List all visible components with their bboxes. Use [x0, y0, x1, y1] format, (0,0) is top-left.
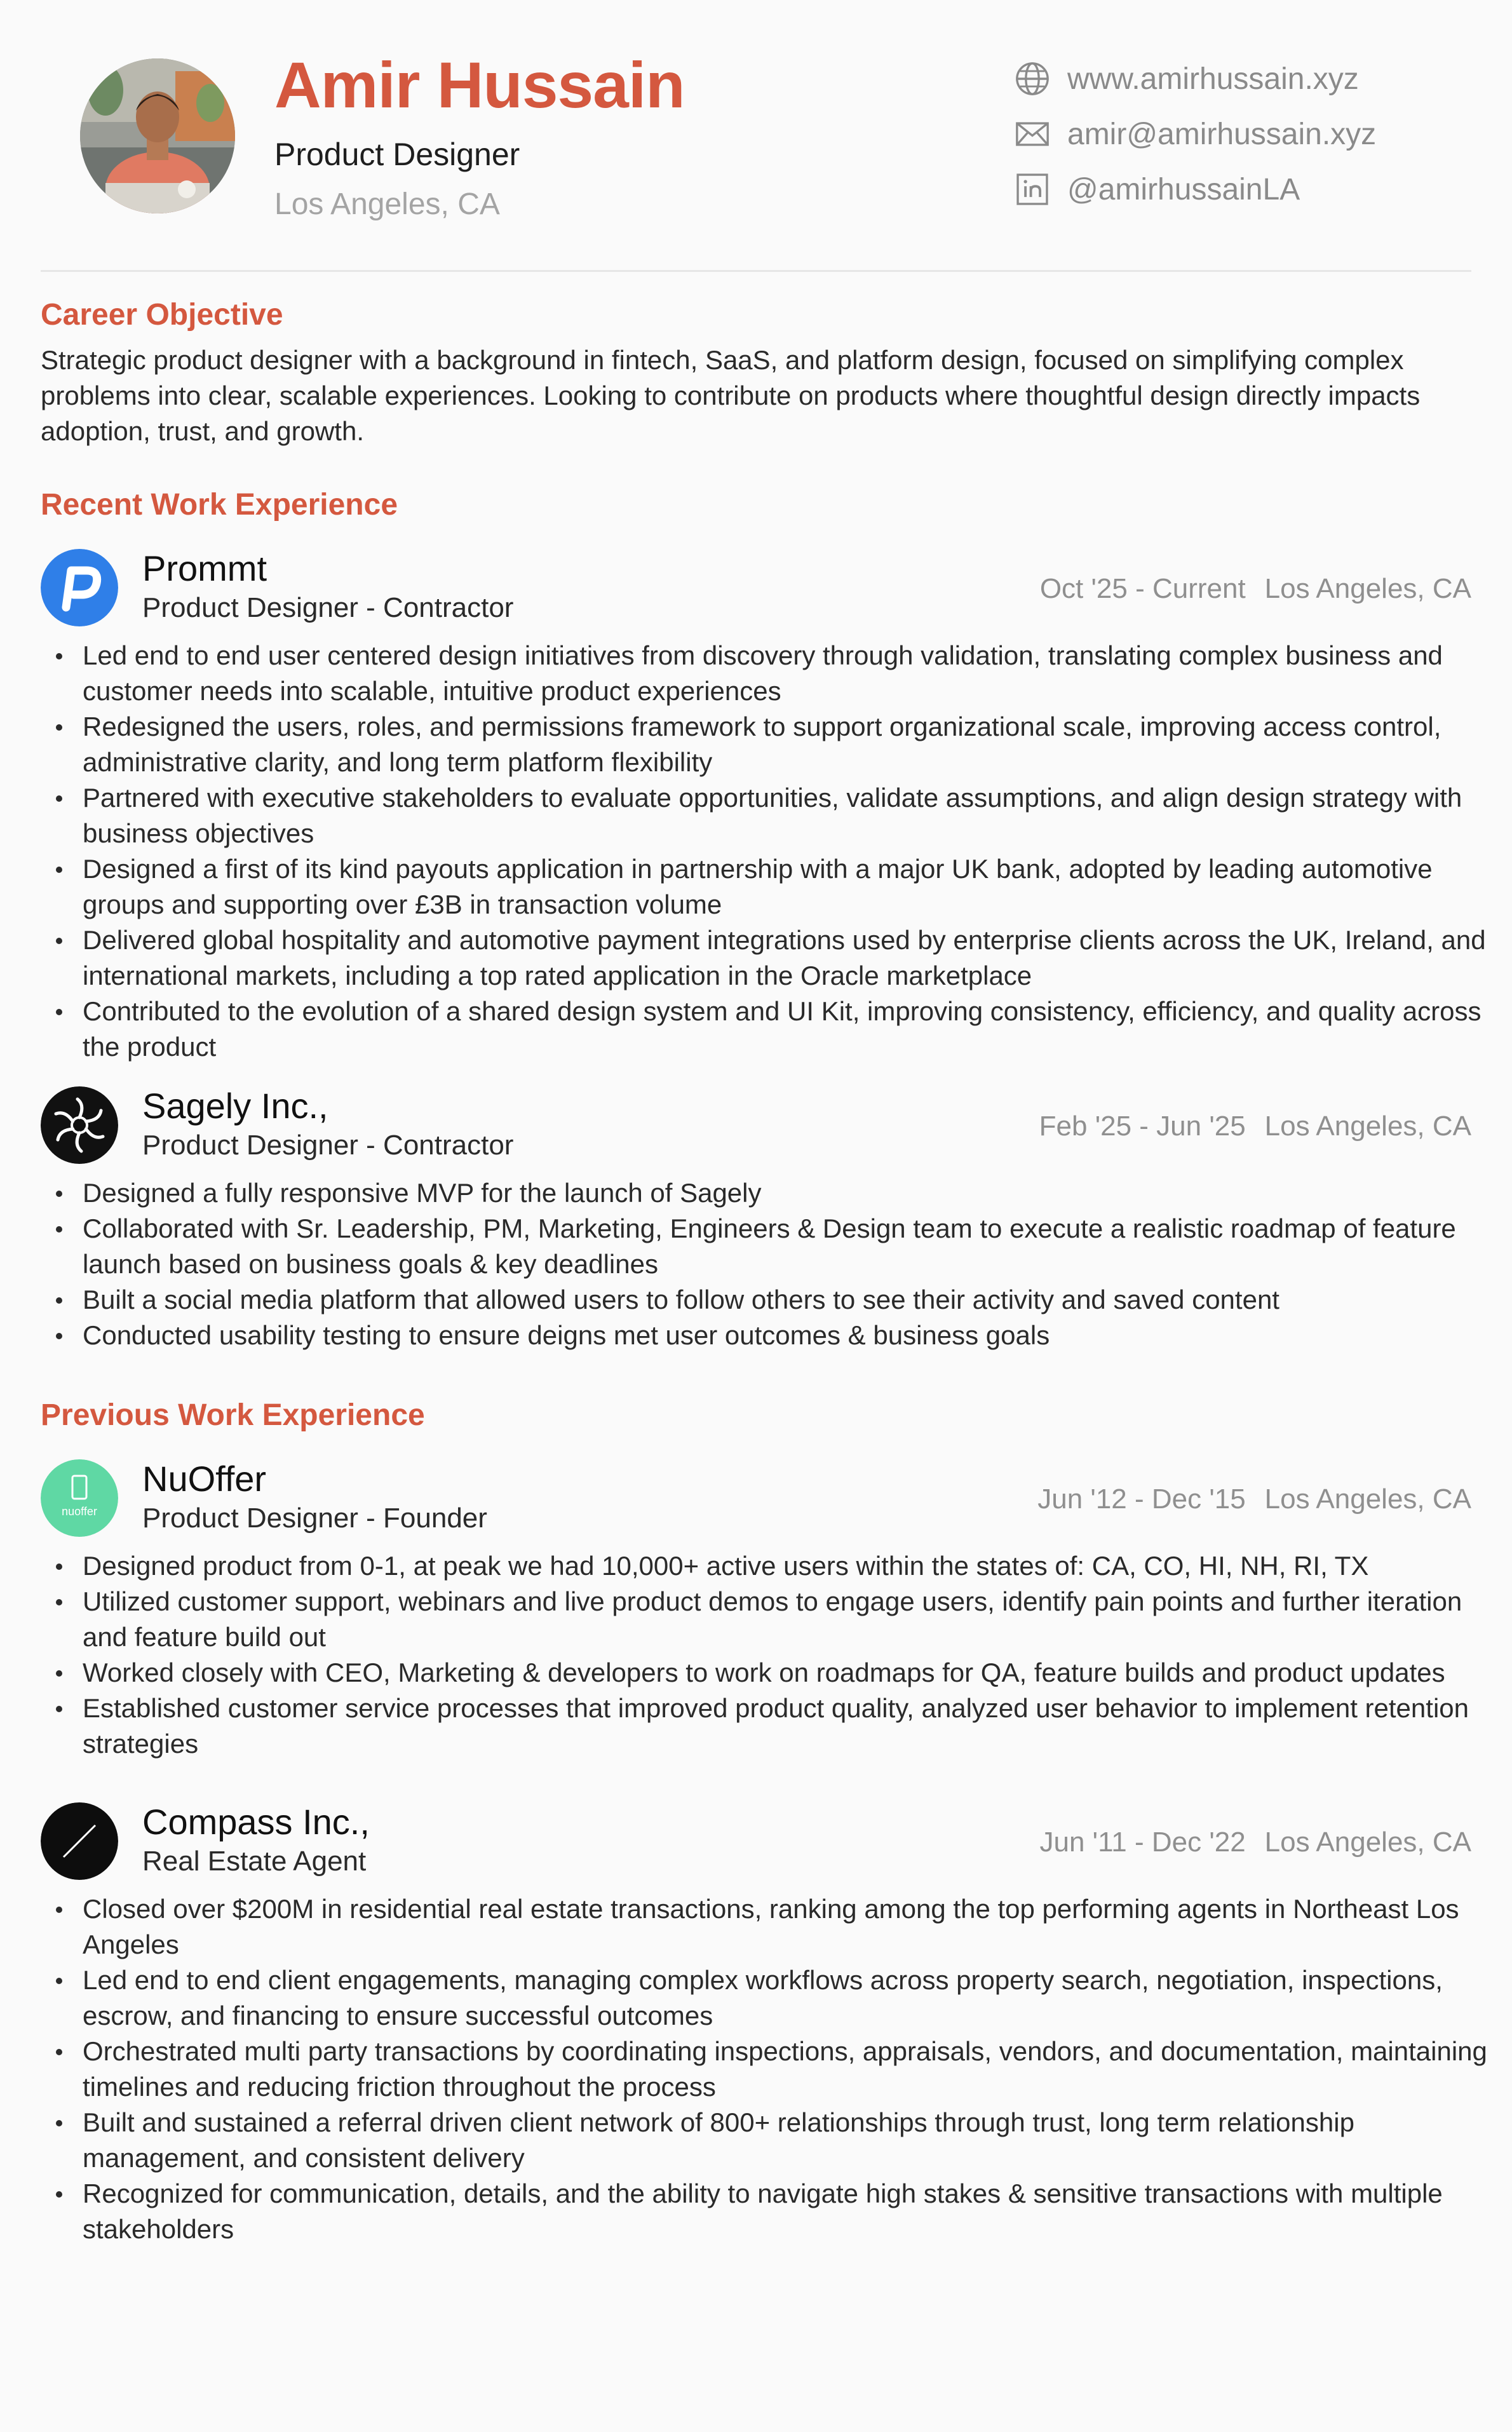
job-dates: Jun '12 - Dec '15 — [1037, 1483, 1246, 1515]
list-item: Collaborated with Sr. Leadership, PM, Marketing, Engineers & Design team to execute a realistic roadmap of feature launch based on business goals & key deadlines — [41, 1211, 1493, 1282]
job-title: Product Designer - Contractor — [142, 592, 514, 623]
list-item: Worked closely with CEO, Marketing & developers to work on roadmaps for QA, feature builds and product updates — [41, 1655, 1493, 1691]
job-bullets — [41, 1548, 1471, 1762]
job-title: Real Estate Agent — [142, 1846, 367, 1877]
career-objective-title: Career Objective — [41, 298, 283, 332]
avatar — [80, 58, 235, 213]
job-bullets — [41, 1891, 1487, 2247]
mail-icon — [1014, 116, 1051, 152]
list-item: Delivered global hospitality and automotive payment integrations used by enterprise clients across the UK, Ireland, and international markets, including a top rated application in the Oracle marketplace — [41, 922, 1493, 994]
list-item: Contributed to the evolution of a shared design system and UI Kit, improving consistency, efficiency, and quality across the product — [41, 994, 1493, 1065]
job-meta — [1040, 1827, 1471, 1858]
job-dates: Oct '25 - Current — [1039, 573, 1246, 604]
company-name: Prommt — [142, 548, 267, 588]
job-location: Los Angeles, CA — [1264, 1483, 1471, 1515]
nuoffer-logo-text: nuoffer — [62, 1505, 97, 1518]
job-meta — [1039, 1111, 1471, 1142]
prommt-logo-icon — [41, 549, 118, 626]
list-item: Utilized customer support, webinars and live product demos to engage users, identify pain points and further iteration and feature build out — [41, 1584, 1493, 1655]
website-link[interactable]: www.amirhussain.xyz — [1067, 62, 1359, 96]
job-bullets — [41, 638, 1486, 1065]
job-header — [41, 1802, 1471, 1891]
job-dates: Jun '11 - Dec '22 — [1039, 1827, 1246, 1858]
job-location: Los Angeles, CA — [1264, 573, 1471, 604]
resume-header — [41, 0, 1471, 272]
list-item: Built a social media platform that allowed users to follow others to see their activity and saved content — [41, 1282, 1493, 1318]
job-meta — [1037, 1483, 1471, 1515]
list-item: Led end to end user centered design initiatives from discovery through validation, translating complex business and customer needs into scalable, intuitive product experiences — [41, 638, 1493, 709]
recent-experience-section — [41, 449, 1486, 1353]
contact-email[interactable] — [1014, 115, 1433, 153]
list-item: Led end to end client engagements, managing complex workflows across property search, negotiation, inspections, escrow, and financing to ensure successful outcomes — [41, 1962, 1493, 2034]
candidate-role: Product Designer — [274, 137, 520, 172]
job-location: Los Angeles, CA — [1264, 1111, 1471, 1142]
job-header — [41, 1459, 1471, 1548]
candidate-location: Los Angeles, CA — [274, 187, 500, 221]
list-item: Built and sustained a referral driven client network of 800+ relationships through trust, long term relationship management, and consistent delivery — [41, 2105, 1493, 2176]
globe-icon — [1014, 60, 1051, 97]
job-compass — [41, 1802, 1487, 2247]
job-nuoffer — [41, 1459, 1471, 1762]
contact-list — [1014, 60, 1433, 226]
job-location: Los Angeles, CA — [1264, 1827, 1471, 1858]
job-header — [41, 1086, 1471, 1175]
company-name: Compass Inc., — [142, 1802, 370, 1842]
job-title: Product Designer - Founder — [142, 1503, 487, 1534]
previous-experience-title: Previous Work Experience — [41, 1398, 425, 1432]
contact-website[interactable] — [1014, 60, 1433, 98]
list-item: Orchestrated multi party transactions by coordinating inspections, appraisals, vendors, and documentation, maintaining timelines and reducing friction throughout the process — [41, 2034, 1493, 2105]
list-item: Closed over $200M in residential real estate transactions, ranking among the top performing agents in Northeast Los Angeles — [41, 1891, 1493, 1962]
recent-experience-title: Recent Work Experience — [41, 488, 398, 522]
linkedin-icon — [1014, 171, 1051, 208]
job-dates: Feb '25 - Jun '25 — [1039, 1111, 1246, 1142]
list-item: Designed a fully responsive MVP for the launch of Sagely — [41, 1175, 1493, 1211]
list-item: Established customer service processes that improved product quality, analyzed user behavior to implement retention strategies — [41, 1691, 1493, 1762]
company-name: Sagely Inc., — [142, 1086, 328, 1126]
job-prommt — [41, 548, 1486, 1065]
list-item: Designed a first of its kind payouts application in partnership with a major UK bank, adopted by leading automotive groups and supporting over £3B in transaction volume — [41, 851, 1493, 922]
job-title: Product Designer - Contractor — [142, 1130, 514, 1161]
job-sagely — [41, 1086, 1471, 1353]
list-item: Conducted usability testing to ensure deigns met user outcomes & business goals — [41, 1318, 1493, 1353]
previous-experience-section — [41, 1353, 1487, 2247]
list-item: Designed product from 0-1, at peak we had 10,000+ active users within the states of: CA, CO, HI, NH, RI, TX — [41, 1548, 1493, 1584]
linkedin-link[interactable]: @amirhussainLA — [1067, 172, 1300, 206]
list-item: Partnered with executive stakeholders to evaluate opportunities, validate assumptions, and align design strategy with business objectives — [41, 780, 1493, 851]
career-objective-text: Strategic product designer with a background in fintech, SaaS, and platform design, focused on simplifying complex problems into clear, scalable experiences. Looking to contribute on products where thoughtful design directly impacts adoption, trust, and growth. — [41, 345, 1421, 446]
company-name: NuOffer — [142, 1459, 267, 1499]
compass-logo-icon — [41, 1802, 118, 1880]
sagely-logo-icon — [41, 1086, 118, 1164]
job-bullets — [41, 1175, 1471, 1353]
list-item: Redesigned the users, roles, and permissions framework to support organizational scale, improving access control, administrative clarity, and long term platform flexibility — [41, 709, 1493, 780]
person-photo-icon — [80, 58, 235, 213]
career-objective-section — [41, 272, 1471, 449]
candidate-name: Amir Hussain — [274, 49, 685, 121]
job-meta — [1040, 573, 1471, 605]
contact-linkedin[interactable] — [1014, 170, 1433, 208]
list-item: Recognized for communication, details, and the ability to navigate high stakes & sensitive transactions with multiple stakeholders — [41, 2176, 1493, 2247]
email-link[interactable]: amir@amirhussain.xyz — [1067, 117, 1377, 151]
nuoffer-logo-icon — [41, 1459, 118, 1537]
job-header — [41, 549, 1471, 638]
